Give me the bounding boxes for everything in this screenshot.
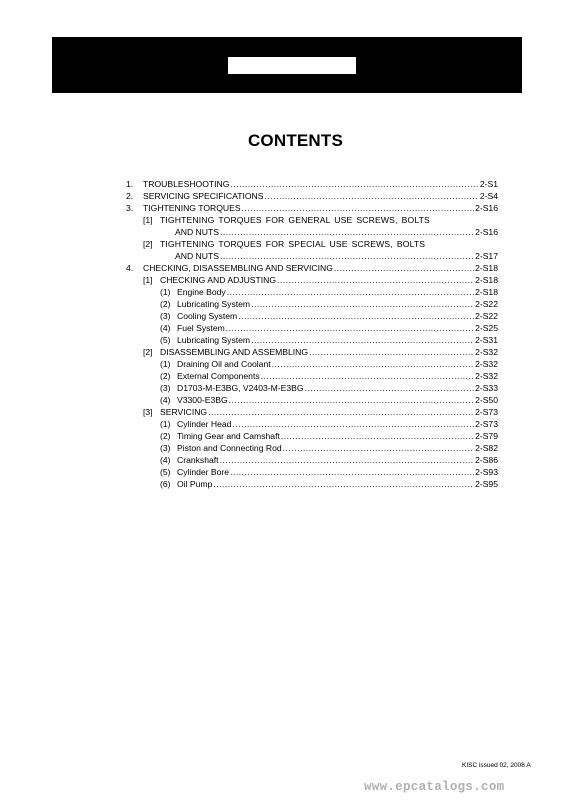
toc-entry-label: CHECKING, DISASSEMBLING AND SERVICING [143, 263, 333, 273]
toc-entry-page: 2-S73 [475, 407, 498, 417]
toc-entry-number: (6) [160, 479, 171, 489]
toc-entry[interactable] [126, 190, 498, 202]
toc-entry-page: 2-S79 [475, 431, 498, 441]
toc-dot-leader [309, 346, 474, 358]
page-title: CONTENTS [247, 131, 344, 150]
toc-entry-page: 2-S17 [475, 251, 498, 261]
toc-entry-label: TIGHTENING TORQUES [143, 203, 241, 213]
toc-dot-leader [272, 358, 474, 370]
toc-entry-label: Cylinder Bore [177, 467, 230, 477]
toc-entry[interactable] [160, 334, 498, 346]
toc-entry-page: 2-S33 [475, 383, 498, 393]
toc-entry-page: 2-S93 [475, 467, 498, 477]
footer-issue-note: KISC issued 02, 2008 A [462, 762, 531, 769]
toc-entry-page: 2-S82 [475, 443, 498, 453]
toc-entry-page: 2-S4 [479, 191, 498, 201]
toc-entry-label: Fuel System [177, 323, 225, 333]
toc-dot-leader [281, 430, 474, 442]
toc-entry[interactable] [126, 178, 498, 190]
toc-dot-leader [305, 382, 474, 394]
toc-entry-label: TIGHTENING TORQUES FOR GENERAL USE SCREWS, BOLTS [160, 215, 430, 225]
toc-entry-label: SERVICING [160, 407, 208, 417]
toc-entry-number: (5) [160, 467, 171, 477]
toc-entry-number: 1. [126, 179, 134, 189]
toc-entry-page: 2-S1 [479, 179, 498, 189]
toc-entry-label: Piston and Connecting Rod [177, 443, 282, 453]
toc-entry[interactable] [160, 310, 498, 322]
toc-entry[interactable] [160, 418, 498, 430]
toc-dot-leader [265, 190, 479, 202]
toc-entry-number: (4) [160, 455, 171, 465]
toc-entry-page: 2-S95 [475, 479, 498, 489]
toc-dot-leader [208, 406, 474, 418]
toc-entry[interactable] [160, 298, 498, 310]
toc-entry-page: 2-S18 [475, 287, 498, 297]
toc-entry-number: (4) [160, 395, 171, 405]
toc-entry-page: 2-S32 [475, 347, 498, 357]
toc-entry-label: TIGHTENING TORQUES FOR SPECIAL USE SCREWS, BOLTS [160, 239, 426, 249]
toc-dot-leader [261, 370, 474, 382]
toc-entry-label: Engine Body [177, 287, 226, 297]
toc-entry-page: 2-S22 [475, 299, 498, 309]
toc-entry-label: Oil Pump [177, 479, 213, 489]
toc-entry-number: [2] [143, 239, 153, 249]
toc-entry-number: (3) [160, 443, 171, 453]
toc-entry-number: [3] [143, 407, 153, 417]
toc-dot-leader [213, 478, 474, 490]
toc-entry-number: (2) [160, 299, 171, 309]
toc-entry[interactable] [160, 478, 498, 490]
toc-entry[interactable] [160, 442, 498, 454]
toc-dot-leader [242, 202, 474, 214]
toc-entry[interactable] [143, 346, 498, 358]
header-label-box [228, 57, 356, 74]
toc-entry[interactable] [160, 358, 498, 370]
toc-entry-number: [2] [143, 347, 153, 357]
toc-dot-leader [251, 298, 474, 310]
toc-dot-leader [220, 454, 475, 466]
toc-dot-leader [226, 322, 474, 334]
toc-entry-number: [1] [143, 215, 153, 225]
toc-dot-leader [251, 334, 474, 346]
toc-entry[interactable] [126, 202, 498, 214]
toc-entry-label: TROUBLESHOOTING [143, 179, 230, 189]
toc-entry-page: 2-S32 [475, 359, 498, 369]
toc-entry-number: (1) [160, 419, 171, 429]
toc-entry[interactable] [143, 274, 498, 286]
toc-entry-page: 2-S86 [475, 455, 498, 465]
toc-entry-label: V3300-E3BG [177, 395, 228, 405]
toc-entry-page: 2-S31 [475, 335, 498, 345]
toc-entry-number: (4) [160, 323, 171, 333]
toc-dot-leader [230, 178, 478, 190]
toc-entry-label: CHECKING AND ADJUSTING [160, 275, 277, 285]
toc-entry-label: SERVICING SPECIFICATIONS [143, 191, 264, 201]
toc-entry-number: (1) [160, 287, 171, 297]
toc-entry-label: Crankshaft [177, 455, 219, 465]
toc-entry[interactable] [160, 430, 498, 442]
toc-entry-label: Draining Oil and Coolant [177, 359, 271, 369]
toc-dot-leader [227, 286, 474, 298]
toc-entry-page: 2-S50 [475, 395, 498, 405]
toc-entry-label: AND NUTS [175, 227, 219, 237]
toc-dot-leader [238, 310, 474, 322]
toc-entry-number: (2) [160, 371, 171, 381]
toc-entry-label: External Components [177, 371, 260, 381]
toc-dot-leader [220, 250, 474, 262]
toc-entry-page: 2-S18 [475, 263, 498, 273]
toc-dot-leader [230, 466, 474, 478]
toc-entry[interactable] [143, 238, 498, 250]
toc-entry-page: 2-S25 [475, 323, 498, 333]
toc-entry[interactable] [126, 262, 498, 274]
toc-entry-page: 2-S18 [475, 275, 498, 285]
toc-entry[interactable] [175, 250, 498, 262]
toc-entry-label: Lubricating System [177, 299, 251, 309]
toc-entry-number: 2. [126, 191, 134, 201]
toc-entry[interactable] [143, 214, 498, 226]
toc-dot-leader [220, 226, 474, 238]
toc-entry[interactable] [175, 226, 498, 238]
toc-entry[interactable] [160, 466, 498, 478]
toc-entry[interactable] [160, 382, 498, 394]
toc-entry-label: Cylinder Head [177, 419, 232, 429]
toc-entry-label: Cooling System [177, 311, 238, 321]
toc-entry-label: Timing Gear and Camshaft [177, 431, 280, 441]
watermark: www.epcatalogs.com [364, 780, 505, 794]
toc-entry[interactable] [143, 406, 498, 418]
toc-dot-leader [334, 262, 474, 274]
toc-dot-leader [277, 274, 474, 286]
toc-entry[interactable] [160, 322, 498, 334]
toc-entry-page: 2-S22 [475, 311, 498, 321]
toc-entry-number: (1) [160, 359, 171, 369]
toc-entry-page: 2-S16 [475, 203, 498, 213]
toc-dot-leader [229, 394, 474, 406]
header-bar [52, 37, 522, 93]
toc-entry-page: 2-S32 [475, 371, 498, 381]
toc-entry-number: 4. [126, 263, 134, 273]
toc-entry-number: [1] [143, 275, 153, 285]
toc-entry[interactable] [160, 286, 498, 298]
toc-entry-page: 2-S73 [475, 419, 498, 429]
toc-entry[interactable] [160, 370, 498, 382]
toc-entry-number: 3. [126, 203, 134, 213]
toc-entry-label: Lubricating System [177, 335, 251, 345]
toc-entry-number: (5) [160, 335, 171, 345]
toc-entry-number: (3) [160, 311, 171, 321]
toc-entry-number: (2) [160, 431, 171, 441]
toc-entry-label: DISASSEMBLING AND ASSEMBLING [160, 347, 309, 357]
toc-dot-leader [232, 418, 474, 430]
toc-entry[interactable] [160, 394, 498, 406]
toc-entry-number: (3) [160, 383, 171, 393]
toc-entry-label: D1703-M-E3BG, V2403-M-E3BG [177, 383, 304, 393]
toc-entry-label: AND NUTS [175, 251, 219, 261]
toc-entry-page: 2-S16 [475, 227, 498, 237]
toc-entry[interactable] [160, 454, 498, 466]
toc-dot-leader [283, 442, 474, 454]
